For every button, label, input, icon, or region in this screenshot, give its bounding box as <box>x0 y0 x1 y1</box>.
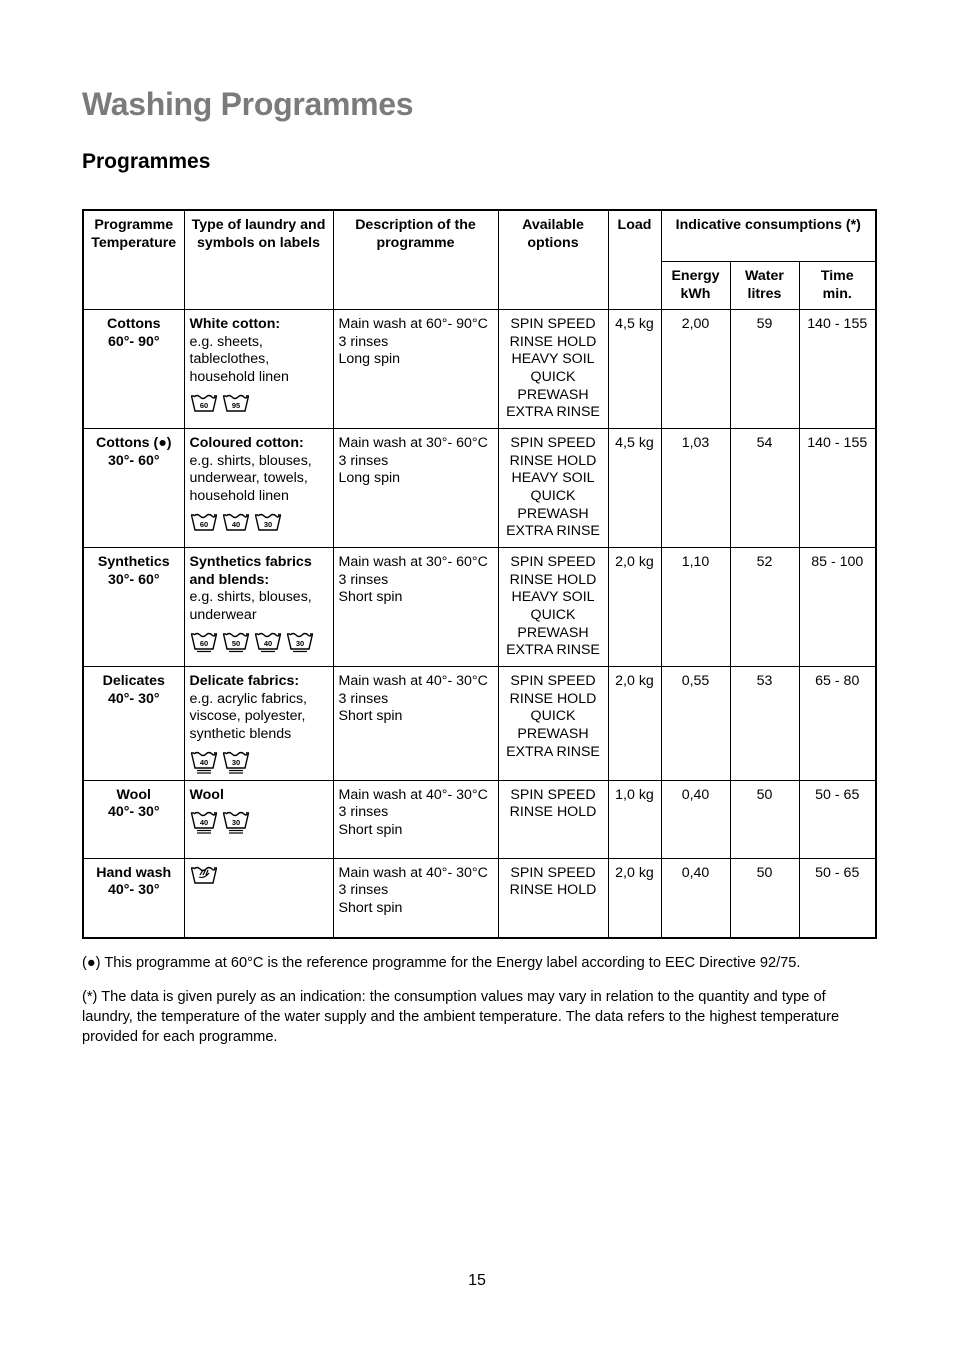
time-cell: 50 - 65 <box>799 858 876 938</box>
care-symbols <box>190 512 328 536</box>
wash-temperature-label: 40 <box>263 638 272 648</box>
description-line: Main wash at 40°- 30°C <box>338 864 488 881</box>
option-item: PREWASH <box>517 386 589 403</box>
option-item: EXTRA RINSE <box>506 523 600 540</box>
option-item: HEAVY SOIL <box>511 589 595 606</box>
header-programme: Programme Temperature <box>83 210 184 310</box>
option-item: PREWASH <box>517 624 589 641</box>
wash-temperature-label: 50 <box>231 638 240 648</box>
description-line: Main wash at 40°- 30°C <box>338 673 488 690</box>
description-line: Main wash at 60°- 90°C <box>338 316 488 333</box>
reference-note: (●) This programme at 60°C is the reference programme for the Energy label according to EEC Directive 92/75. <box>82 955 801 971</box>
programme-name: Delicates <box>102 673 165 690</box>
care-symbols <box>190 810 328 834</box>
option-item: SPIN SPEED <box>510 316 596 333</box>
wash-tub-icon <box>190 631 218 655</box>
description-line: Short spin <box>338 589 403 606</box>
options-cell <box>498 780 608 858</box>
load-cell: 4,5 kg <box>608 310 661 429</box>
water-cell: 53 <box>730 667 799 780</box>
header-time: Time min. <box>799 262 876 310</box>
option-item: QUICK <box>530 708 576 725</box>
options-cell <box>498 548 608 667</box>
programme-cell <box>83 667 184 780</box>
wash-tub-icon <box>254 512 282 536</box>
energy-cell: 0,40 <box>661 858 730 938</box>
energy-cell: 2,00 <box>661 310 730 429</box>
load-cell: 2,0 kg <box>608 858 661 938</box>
programme-cell <box>83 310 184 429</box>
option-item: QUICK <box>530 368 576 385</box>
wash-tub-icon <box>254 631 282 655</box>
option-item: PREWASH <box>517 725 589 742</box>
page-number: 15 <box>468 1272 486 1289</box>
water-cell: 59 <box>730 310 799 429</box>
option-item: RINSE HOLD <box>509 571 597 588</box>
water-cell: 50 <box>730 780 799 858</box>
table-row <box>83 548 876 667</box>
laundry-type-description: e.g. sheets, tableclothes, household linen <box>189 333 289 385</box>
laundry-type-cell <box>184 780 333 858</box>
indicative-note: (*) The data is given purely as an indication: the consumption values may vary in relation to the quantity and type of laundry, the temperature of the water supply and the ambient temperature. The data refers to the highest temperature provided for each programme. <box>82 989 840 1045</box>
description-cell <box>333 548 498 667</box>
option-item: RINSE HOLD <box>509 804 597 821</box>
water-cell: 50 <box>730 858 799 938</box>
programme-cell <box>83 548 184 667</box>
programme-name: Cottons <box>106 316 161 333</box>
programme-temperature: 30°- 60° <box>107 452 160 469</box>
time-cell: 85 - 100 <box>799 548 876 667</box>
energy-cell: 0,40 <box>661 780 730 858</box>
energy-cell: 1,03 <box>661 429 730 548</box>
laundry-type-cell <box>184 310 333 429</box>
wash-tub-icon <box>222 810 250 834</box>
laundry-type-cell <box>184 429 333 548</box>
table-row <box>83 310 876 429</box>
laundry-type-title: White cotton: <box>189 316 281 333</box>
time-cell: 50 - 65 <box>799 780 876 858</box>
laundry-type-title: Coloured cotton: <box>189 435 304 452</box>
header-consumptions: Indicative consumptions (*) <box>661 210 876 262</box>
programme-name: Cottons (●) <box>95 435 172 452</box>
laundry-type-title: Delicate fabrics: <box>189 673 300 690</box>
wash-tub-icon <box>222 512 250 536</box>
laundry-type-title: Synthetics fabrics and blends: <box>189 554 312 588</box>
programme-name: Synthetics <box>97 554 170 571</box>
laundry-type-description: e.g. shirts, blouses, underwear, towels, household linen <box>189 452 312 504</box>
description-line: Short spin <box>338 708 403 725</box>
time-cell: 65 - 80 <box>799 667 876 780</box>
wash-temperature-label: 30 <box>231 757 240 767</box>
description-cell <box>333 667 498 780</box>
programme-temperature: 40°- 30° <box>107 690 160 707</box>
option-item: QUICK <box>530 606 576 623</box>
description-line: 3 rinses <box>338 452 389 469</box>
header-type: Type of laundry and symbols on labels <box>184 210 333 310</box>
table-row <box>83 780 876 858</box>
option-item: RINSE HOLD <box>509 882 597 899</box>
option-item: RINSE HOLD <box>509 452 597 469</box>
laundry-type-cell <box>184 667 333 780</box>
water-cell: 52 <box>730 548 799 667</box>
load-cell: 2,0 kg <box>608 667 661 780</box>
description-line: 3 rinses <box>338 882 389 899</box>
header-options: Available options <box>498 210 608 310</box>
wash-temperature-label: 40 <box>199 818 208 828</box>
programme-temperature: 60°- 90° <box>107 333 160 350</box>
wash-temperature-label: 60 <box>199 519 208 529</box>
description-cell <box>333 858 498 938</box>
description-line: Short spin <box>338 821 403 838</box>
header-energy: Energy kWh <box>661 262 730 310</box>
description-line: Short spin <box>338 899 403 916</box>
wash-temperature-label: 40 <box>231 519 240 529</box>
description-line: Main wash at 40°- 30°C <box>338 786 488 803</box>
programme-temperature: 30°- 60° <box>107 571 160 588</box>
table-row <box>83 667 876 780</box>
programme-name: Wool <box>116 786 151 803</box>
description-line: Long spin <box>338 470 401 487</box>
option-item: RINSE HOLD <box>509 333 597 350</box>
option-item: SPIN SPEED <box>510 864 596 881</box>
section-heading: Programmes <box>82 150 211 173</box>
option-item: HEAVY SOIL <box>511 470 595 487</box>
wash-temperature-label: 30 <box>231 818 240 828</box>
options-cell <box>498 858 608 938</box>
description-cell <box>333 429 498 548</box>
option-item: SPIN SPEED <box>510 673 596 690</box>
energy-cell: 1,10 <box>661 548 730 667</box>
description-line: Main wash at 30°- 60°C <box>338 435 488 452</box>
care-symbols <box>190 631 328 655</box>
wash-temperature-label: 30 <box>295 638 304 648</box>
option-item: SPIN SPEED <box>510 786 596 803</box>
option-item: EXTRA RINSE <box>506 642 600 659</box>
hand-wash-icon <box>190 865 218 889</box>
load-cell: 4,5 kg <box>608 429 661 548</box>
wash-tub-icon <box>190 512 218 536</box>
options-cell <box>498 667 608 780</box>
time-cell: 140 - 155 <box>799 429 876 548</box>
description-line: Main wash at 30°- 60°C <box>338 554 488 571</box>
description-line: 3 rinses <box>338 690 389 707</box>
table-row <box>83 429 876 548</box>
wash-tub-icon <box>222 750 250 774</box>
description-line: 3 rinses <box>338 804 389 821</box>
description-cell <box>333 780 498 858</box>
option-item: SPIN SPEED <box>510 554 596 571</box>
page-title: Washing Programmes <box>82 86 414 122</box>
description-line: 3 rinses <box>338 333 389 350</box>
programme-cell <box>83 429 184 548</box>
wash-tub-icon <box>190 750 218 774</box>
wash-tub-icon <box>222 393 250 417</box>
programme-name: Hand wash <box>96 864 172 881</box>
laundry-type-title: Wool <box>189 786 224 803</box>
water-cell: 54 <box>730 429 799 548</box>
care-symbols <box>190 750 328 774</box>
time-cell: 140 - 155 <box>799 310 876 429</box>
programme-cell <box>83 780 184 858</box>
option-item: EXTRA RINSE <box>506 404 600 421</box>
wash-tub-icon <box>190 810 218 834</box>
header-description: Description of the programme <box>333 210 498 310</box>
option-item: SPIN SPEED <box>510 435 596 452</box>
table-row <box>83 858 876 938</box>
care-symbols <box>190 865 328 889</box>
option-item: PREWASH <box>517 505 589 522</box>
wash-temperature-label: 95 <box>231 400 240 410</box>
programme-temperature: 40°- 30° <box>107 804 160 821</box>
programmes-table <box>82 209 877 939</box>
option-item: HEAVY SOIL <box>511 351 595 368</box>
options-cell <box>498 310 608 429</box>
laundry-type-description: e.g. acrylic fabrics, viscose, polyester, synthetic blends <box>189 690 307 742</box>
programme-cell <box>83 858 184 938</box>
description-line: 3 rinses <box>338 571 389 588</box>
wash-tub-icon <box>190 393 218 417</box>
care-symbols <box>190 393 328 417</box>
description-line: Long spin <box>338 351 401 368</box>
options-cell <box>498 429 608 548</box>
laundry-type-description: e.g. shirts, blouses, underwear <box>189 589 312 623</box>
option-item: QUICK <box>530 487 576 504</box>
wash-tub-icon <box>286 631 314 655</box>
wash-temperature-label: 40 <box>199 757 208 767</box>
load-cell: 2,0 kg <box>608 548 661 667</box>
wash-temperature-label: 30 <box>263 519 272 529</box>
energy-cell: 0,55 <box>661 667 730 780</box>
programme-temperature: 40°- 30° <box>107 882 160 899</box>
header-load: Load <box>608 210 661 310</box>
header-water: Water litres <box>730 262 799 310</box>
description-cell <box>333 310 498 429</box>
option-item: RINSE HOLD <box>509 690 597 707</box>
wash-temperature-label: 60 <box>199 638 208 648</box>
load-cell: 1,0 kg <box>608 780 661 858</box>
wash-tub-icon <box>222 631 250 655</box>
laundry-type-cell <box>184 548 333 667</box>
option-item: EXTRA RINSE <box>506 743 600 760</box>
wash-temperature-label: 60 <box>199 400 208 410</box>
laundry-type-cell <box>184 858 333 938</box>
